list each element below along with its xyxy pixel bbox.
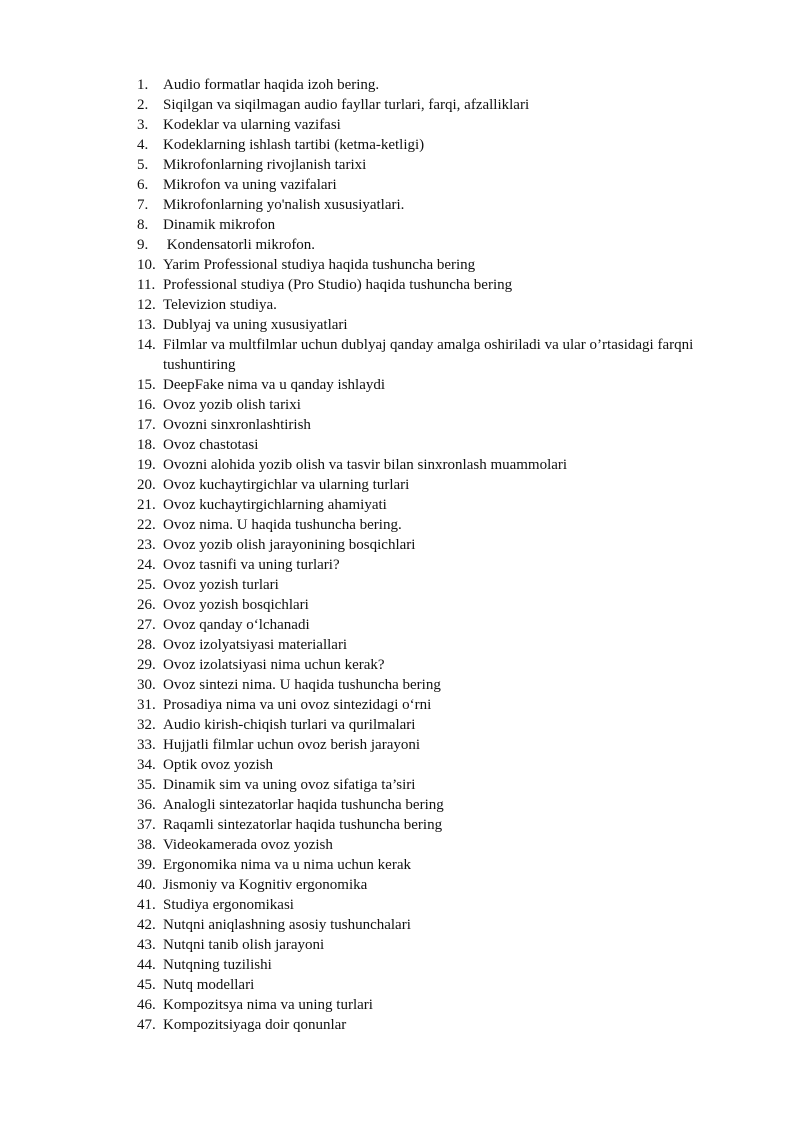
list-item [137,255,757,275]
list-item [137,375,757,395]
item-text: Ovoz yozish bosqichlari [163,597,309,613]
list-item [137,455,757,475]
item-number: 1. [137,77,149,93]
item-text: Videokamerada ovoz yozish [163,837,333,853]
item-number: 45. [137,977,156,993]
list-item [137,215,757,235]
item-text: Kondensatorli mikrofon. [163,237,316,253]
item-number: 10. [137,257,156,273]
list-item [137,695,757,715]
item-number: 29. [137,657,156,673]
list-item [137,295,757,315]
item-number: 37. [137,817,156,833]
list-item [137,675,757,695]
item-text: Raqamli sintezatorlar haqida tushuncha bering [163,817,443,833]
item-number: 11. [137,277,156,293]
item-number: 16. [137,397,156,413]
list-item [137,975,757,995]
item-number: 9. [137,237,149,253]
list-item [137,535,757,555]
item-number: 25. [137,577,156,593]
list-item [137,835,757,855]
item-number: 39. [137,857,156,873]
item-number: 4. [137,137,149,153]
item-number: 35. [137,777,156,793]
item-number: 6. [137,177,149,193]
list-item [137,795,757,815]
item-number: 24. [137,557,156,573]
list-item [137,115,757,135]
item-number: 5. [137,157,149,173]
item-text: Prosadiya nima va uni ovoz sintezidagi o‘rni [163,697,432,713]
list-item [137,935,757,955]
item-number: 43. [137,937,156,953]
list-item [137,875,757,895]
item-number: 42. [137,917,156,933]
list-item [137,1015,757,1035]
item-number: 33. [137,737,156,753]
list-item [137,235,757,255]
item-text: Studiya ergonomikasi [163,897,294,913]
item-text: Kompozitsya nima va uning turlari [163,997,373,1013]
item-text: Optik ovoz yozish [163,757,273,773]
list-item [137,275,757,295]
list-item [137,655,757,675]
item-number: 21. [137,497,156,513]
list-item [137,415,757,435]
item-text: Jismoniy va Kognitiv ergonomika [163,877,368,893]
item-number: 47. [137,1017,156,1033]
item-text: Dinamik sim va uning ovoz sifatiga ta’siri [163,777,416,793]
item-text: Ovoz yozish turlari [163,577,279,593]
item-number: 3. [137,117,149,133]
item-text: Ovoz izolyatsiyasi materiallari [163,637,348,653]
list-item [137,595,757,615]
item-number: 12. [137,297,156,313]
item-text: Ovoz nima. U haqida tushuncha bering. [163,517,402,533]
item-number: 28. [137,637,156,653]
list-item [137,995,757,1015]
item-number: 36. [137,797,156,813]
item-text: Nutqning tuzilishi [163,957,272,973]
list-item [137,155,757,175]
list-item [137,855,757,875]
item-text: Mikrofonlarning yo'nalish xususiyatlari. [163,197,405,213]
item-text: Kodeklarning ishlash tartibi (ketma-ketligi) [163,137,425,153]
list-item [137,195,757,215]
list-item [137,435,757,455]
item-text: Ovoz yozib olish jarayonining bosqichlari [163,537,416,553]
list-item [137,815,757,835]
list-item [137,515,757,535]
list-item [137,775,757,795]
item-text: Mikrofon va uning vazifalari [163,177,337,193]
item-text: Professional studiya (Pro Studio) haqida tushuncha bering [163,277,513,293]
item-text: Siqilgan va siqilmagan audio fayllar turlari, farqi, afzalliklari [163,97,530,113]
item-text: Nutqni tanib olish jarayoni [163,937,325,953]
list-item [137,755,757,775]
item-number: 22. [137,517,156,533]
list-item [137,475,757,495]
list-item [137,735,757,755]
item-text: Dinamik mikrofon [163,217,276,233]
item-number: 46. [137,997,156,1013]
item-number: 19. [137,457,156,473]
list-item [137,315,757,335]
item-text: Hujjatli filmlar uchun ovoz berish jarayoni [163,737,421,753]
list-item [137,75,757,95]
item-number: 32. [137,717,156,733]
item-text: Ovozni alohida yozib olish va tasvir bilan sinxronlash muammolari [163,457,568,473]
item-number: 31. [137,697,156,713]
list-item [137,895,757,915]
item-text: Ovoz kuchaytirgichlar va ularning turlari [163,477,410,493]
item-number: 26. [137,597,156,613]
item-number: 38. [137,837,156,853]
list-item [137,955,757,975]
item-number: 30. [137,677,156,693]
list-item [137,555,757,575]
item-text: Ovoz sintezi nima. U haqida tushuncha bering [163,677,441,693]
item-text: Dublyaj va uning xususiyatlari [163,317,348,333]
list-item [137,635,757,655]
item-number: 17. [137,417,156,433]
item-text: Ovoz izolatsiyasi nima uchun kerak? [163,657,385,673]
item-number: 8. [137,217,149,233]
item-text: Ovoz qanday o‘lchanadi [163,617,310,633]
item-number: 13. [137,317,156,333]
item-text: Ovoz tasnifi va uning turlari? [163,557,340,573]
list-item [137,575,757,595]
list-item [137,395,757,415]
item-number: 2. [137,97,149,113]
item-text: Analogli sintezatorlar haqida tushuncha bering [163,797,444,813]
list-item [137,615,757,635]
item-text: Nutqni aniqlashning asosiy tushunchalari [163,917,411,933]
item-text: Mikrofonlarning rivojlanish tarixi [163,157,367,173]
item-text: Ergonomika nima va u nima uchun kerak [163,857,411,873]
item-text: Audio kirish-chiqish turlari va qurilmalari [163,717,416,733]
item-text: Filmlar va multfilmlar uchun dublyaj qanday amalga oshiriladi va ular o’rtasidagi farqni tushuntiring [163,337,694,373]
item-number: 7. [137,197,149,213]
item-number: 15. [137,377,156,393]
item-number: 20. [137,477,156,493]
item-text: Kodeklar va ularning vazifasi [163,117,341,133]
item-text: Audio formatlar haqida izoh bering. [163,77,380,93]
item-text: Kompozitsiyaga doir qonunlar [163,1017,347,1033]
item-text: Ovozni sinxronlashtirish [163,417,311,433]
item-text: Yarim Professional studiya haqida tushuncha bering [163,257,476,273]
item-number: 34. [137,757,156,773]
question-list [137,75,757,1035]
item-number: 18. [137,437,156,453]
item-text: Ovoz kuchaytirgichlarning ahamiyati [163,497,387,513]
list-item [137,95,757,115]
list-item [137,915,757,935]
item-number: 14. [137,337,156,353]
item-number: 23. [137,537,156,553]
item-text: Ovoz chastotasi [163,437,259,453]
list-item [137,335,757,375]
item-number: 44. [137,957,156,973]
item-number: 40. [137,877,156,893]
item-number: 41. [137,897,156,913]
list-item [137,135,757,155]
item-number: 27. [137,617,156,633]
list-item [137,715,757,735]
item-text: Nutq modellari [163,977,255,993]
list-item [137,495,757,515]
item-text: DeepFake nima va u qanday ishlaydi [163,377,386,393]
item-text: Ovoz yozib olish tarixi [163,397,301,413]
item-text: Televizion studiya. [163,297,277,313]
list-item [137,175,757,195]
